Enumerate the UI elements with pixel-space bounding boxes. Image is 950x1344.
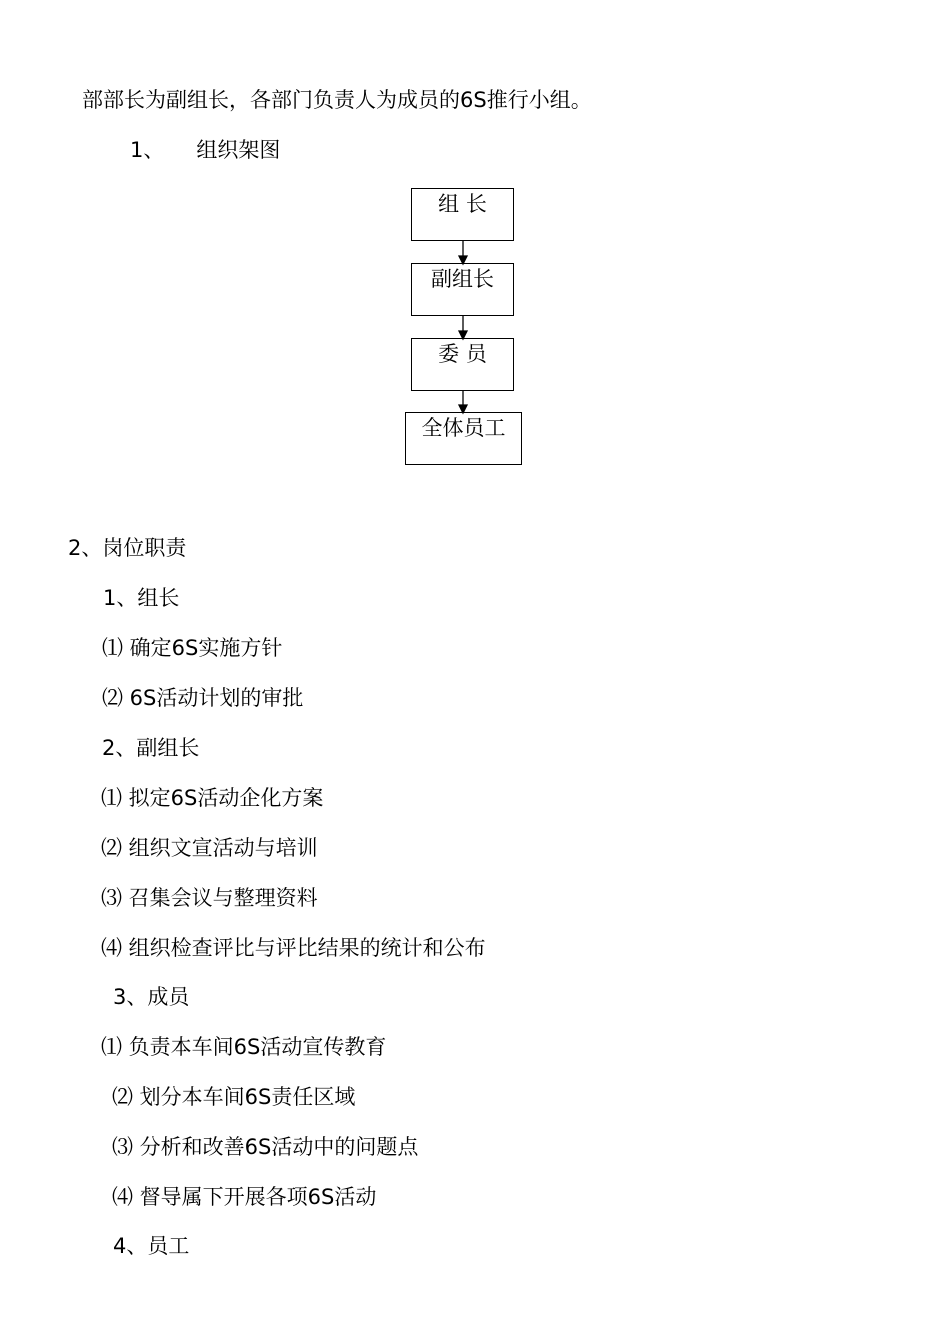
list-item: ⑵ 划分本车间6S责任区域 [112,1085,356,1109]
list-item: ⑵ 6S活动计划的审批 [102,686,304,710]
list-item: ⑵ 组织文宣活动与培训 [101,836,318,860]
list-item: ⑶ 分析和改善6S活动中的问题点 [112,1135,419,1159]
arrow-head-3 [459,405,467,413]
role-title-staff: 4、员工 [113,1234,190,1258]
section-responsibilities-heading: 2、岗位职责 [68,536,187,560]
list-item: ⑴ 拟定6S活动企化方案 [101,786,324,810]
role-title-member: 3、成员 [113,985,190,1009]
org-chart-arrows [0,0,950,500]
list-item: ⑷ 组织检查评比与评比结果的统计和公布 [101,936,486,960]
org-box-deputy-leader: 副组长 [411,263,514,316]
org-box-all-staff: 全体员工 [405,412,522,465]
arrow-head-2 [459,331,467,339]
org-box-leader: 组 长 [411,188,514,241]
intro-paragraph: 部部长为副组长，各部门负责人为成员的6S推行小组。 [82,88,592,112]
section-number: 1、 [130,138,165,162]
arrow-head-1 [459,256,467,264]
section-title: 组织架图 [196,138,281,162]
list-item: ⑴ 负责本车间6S活动宣传教育 [101,1035,387,1059]
list-item: ⑶ 召集会议与整理资料 [101,886,318,910]
org-box-member: 委 员 [411,338,514,391]
role-title-deputy-leader: 2、副组长 [102,736,200,760]
role-title-leader: 1、组长 [103,586,180,610]
list-item: ⑴ 确定6S实施方针 [102,636,283,660]
list-item: ⑷ 督导属下开展各项6S活动 [112,1185,377,1209]
